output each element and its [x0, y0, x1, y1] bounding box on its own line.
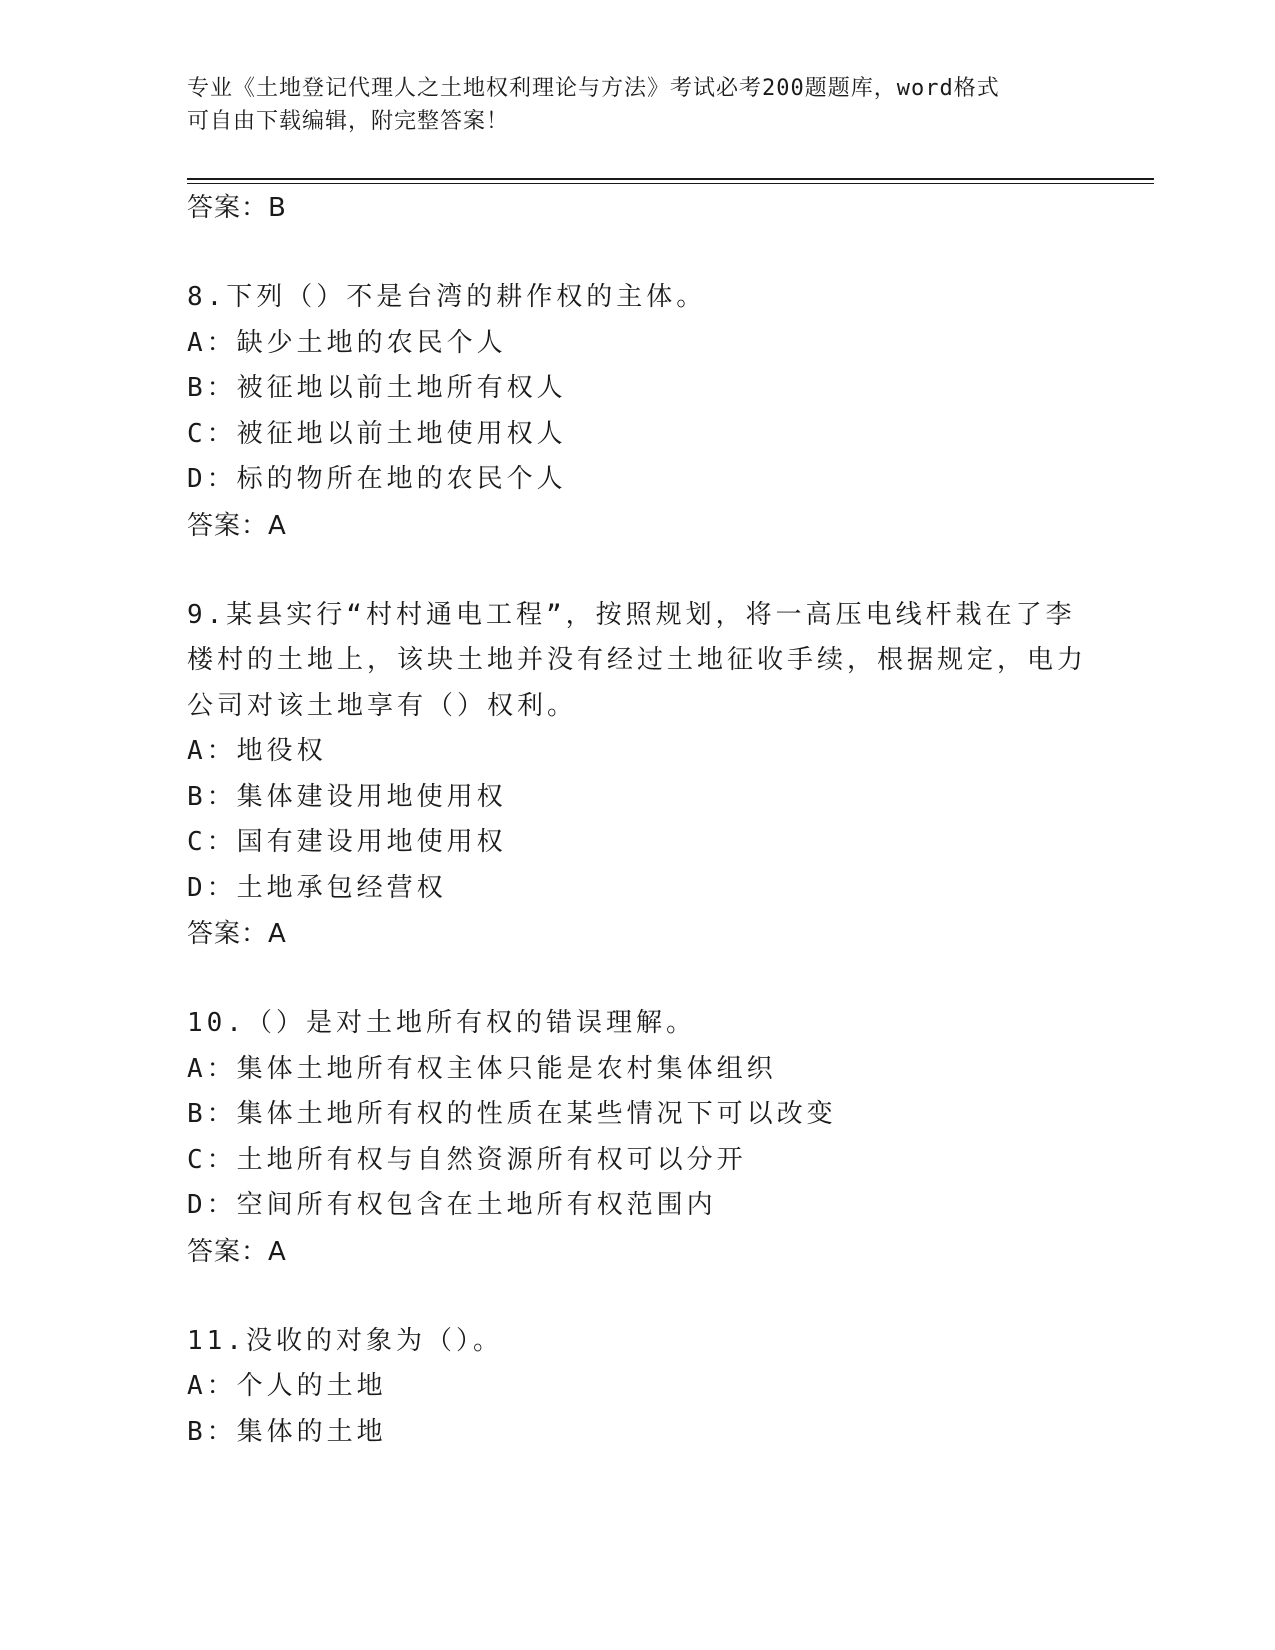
option-d: D：土地承包经营权: [187, 872, 447, 903]
header-rule-thick: [187, 178, 1154, 180]
spacer: [187, 957, 1147, 1001]
question-stem: 楼村的土地上，该块土地并没有经过土地征收手续，根据规定，电力: [187, 645, 1088, 675]
option-d: D：标的物所在地的农民个人: [187, 464, 567, 494]
option-b: B：集体建设用地使用权: [187, 781, 507, 812]
header-line-2: 可自由下载编辑，附完整答案！: [187, 109, 510, 134]
option-a: A：集体土地所有权主体只能是农村集体组织: [187, 1053, 777, 1084]
option-b: B：集体土地所有权的性质在某些情况下可以改变: [187, 1099, 837, 1129]
spacer: [187, 1275, 1147, 1319]
question-block: [187, 1319, 1147, 1456]
question-block: [187, 593, 1147, 958]
question-block: [187, 1001, 1147, 1275]
question-list: [187, 185, 1147, 1455]
header-line-1: 专业《土地登记代理人之土地权利理论与方法》考试必考200题题库，word格式: [187, 76, 1000, 101]
spacer: [187, 231, 1147, 275]
question-stem: 8.下列（）不是台湾的耕作权的主体。: [187, 282, 707, 312]
answer-line: 答案：A: [187, 919, 287, 949]
option-a: A：地役权: [187, 736, 327, 766]
option-c: C：国有建设用地使用权: [187, 827, 507, 857]
option-b: B：集体的土地: [187, 1416, 387, 1447]
question-stem: 9.某县实行“村村通电工程”，按照规划，将一高压电线杆栽在了李: [187, 599, 1076, 630]
spacer: [187, 549, 1147, 593]
option-d: D：空间所有权包含在土地所有权范围内: [187, 1190, 717, 1220]
document-header: [187, 72, 1067, 138]
option-c: C：土地所有权与自然资源所有权可以分开: [187, 1144, 747, 1175]
option-a: A：个人的土地: [187, 1371, 387, 1401]
option-b: B：被征地以前土地所有权人: [187, 373, 567, 403]
answer-line: 答案：B: [187, 193, 287, 223]
answer-line: 答案：A: [187, 510, 287, 541]
option-a: A：缺少土地的农民个人: [187, 327, 507, 358]
header-rule-thin: [187, 183, 1154, 184]
option-c: C：被征地以前土地使用权人: [187, 418, 567, 449]
question-stem: 11.没收的对象为（）。: [187, 1325, 503, 1356]
question-stem: 10.（）是对土地所有权的错误理解。: [187, 1008, 696, 1038]
question-block: [187, 275, 1147, 549]
answer-line: 答案：A: [187, 1236, 287, 1267]
question-stem: 公司对该土地享有（）权利。: [187, 690, 578, 721]
